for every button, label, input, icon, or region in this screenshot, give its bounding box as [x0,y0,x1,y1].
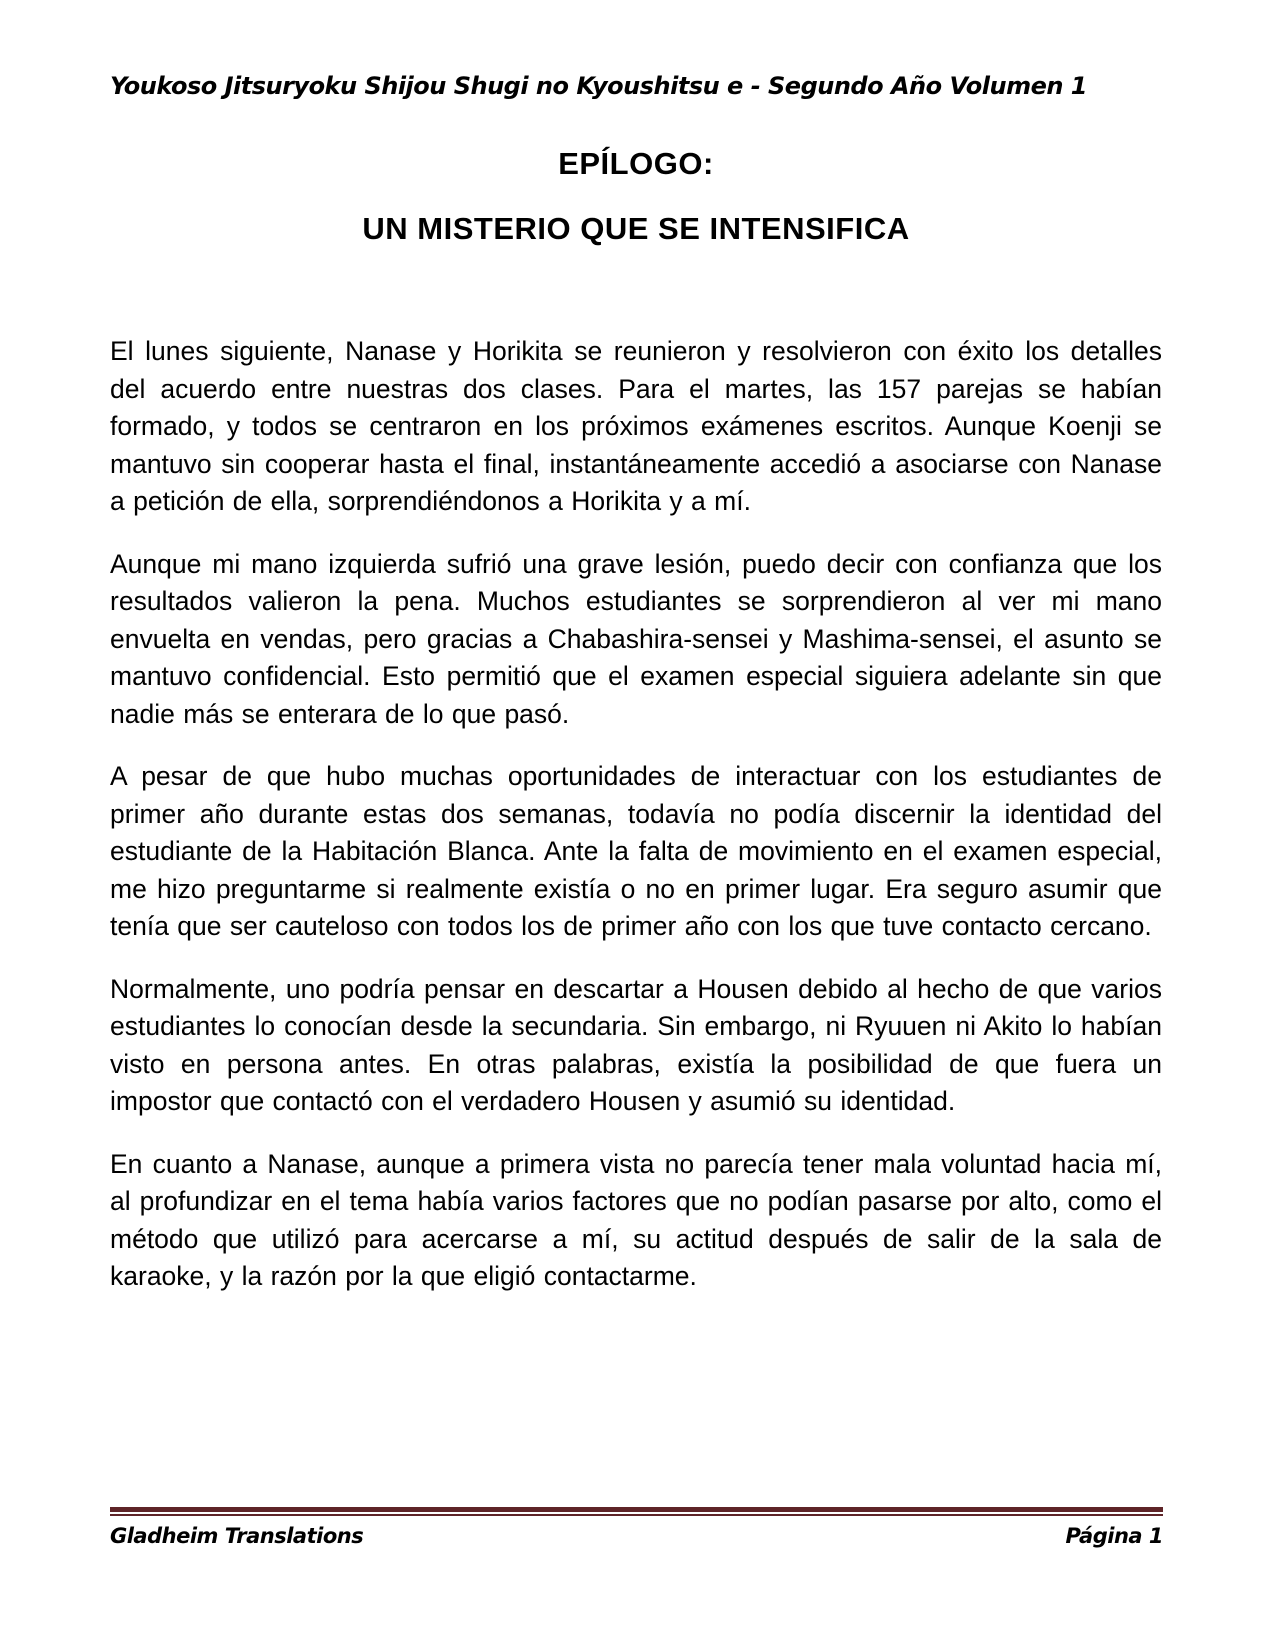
body-text [110,333,1162,1321]
chapter-title: EPÍLOGO: [558,146,714,181]
footer-rule-thin [110,1514,1163,1516]
paragraph-4: Normalmente, uno podría pensar en descartar a Housen debido al hecho de que varios estudiantes lo conocían desde la secundaria. Sin embargo, ni Ryuuen ni Akito lo habían visto en persona antes. En otras palabras, existía la posibilidad de que fuera un impostor que contactó con el verdadero Housen y asumió su identidad. [110,973,1162,1116]
footer-row [110,1523,1163,1549]
chapter-subtitle: UN MISTERIO QUE SE INTENSIFICA [362,211,910,246]
paragraph-5: En cuanto a Nanase, aunque a primera vista no parecía tener mala voluntad hacia mí, al profundizar en el tema había varios factores que no podían pasarse por alto, como el método que utilizó para acercarse a mí, su actitud después de salir de la sala de karaoke, y la razón por la que eligió contactarme. [110,1148,1162,1291]
footer-translator-credit: Gladheim Translations [110,1524,364,1548]
chapter-title-block [110,148,1162,245]
page-footer [110,1507,1163,1549]
footer-page-number: Página 1 [1065,1524,1163,1548]
paragraph-2: Aunque mi mano izquierda sufrió una grave lesión, puedo decir con confianza que los resultados valieron la pena. Muchos estudiantes se sorprendieron al ver mi mano envuelta en vendas, pero gracias a Chabashira-sensei y Mashima-sensei, el asunto se mantuvo confidencial. Esto permitió que el examen especial siguiera adelante sin que nadie más se enterara de lo que pasó. [110,548,1162,729]
paragraph-3: A pesar de que hubo muchas oportunidades de interactuar con los estudiantes de primer año durante estas dos semanas, todavía no podía discernir la identidad del estudiante de la Habitación Blanca. Ante la falta de movimiento en el examen especial, me hizo preguntarme si realmente existía o no en primer lugar. Era seguro asumir que tenía que ser cauteloso con todos los de primer año con los que tuve contacto cercano. [110,761,1162,941]
paragraph-1: El lunes siguiente, Nanase y Horikita se reunieron y resolvieron con éxito los detalles del acuerdo entre nuestras dos clases. Para el martes, las 157 parejas se habían formado, y todos se centraron en los próximos exámenes escritos. Aunque Koenji se mantuvo sin cooperar hasta el final, instantáneamente accedió a asociarse con Nanase a petición de ella, sorprendiéndonos a Horikita y a mí. [110,336,1162,516]
running-header-title: Youkoso Jitsuryoku Shijou Shugi no Kyoushitsu e - Segundo Año Volumen 1 [110,72,1087,100]
